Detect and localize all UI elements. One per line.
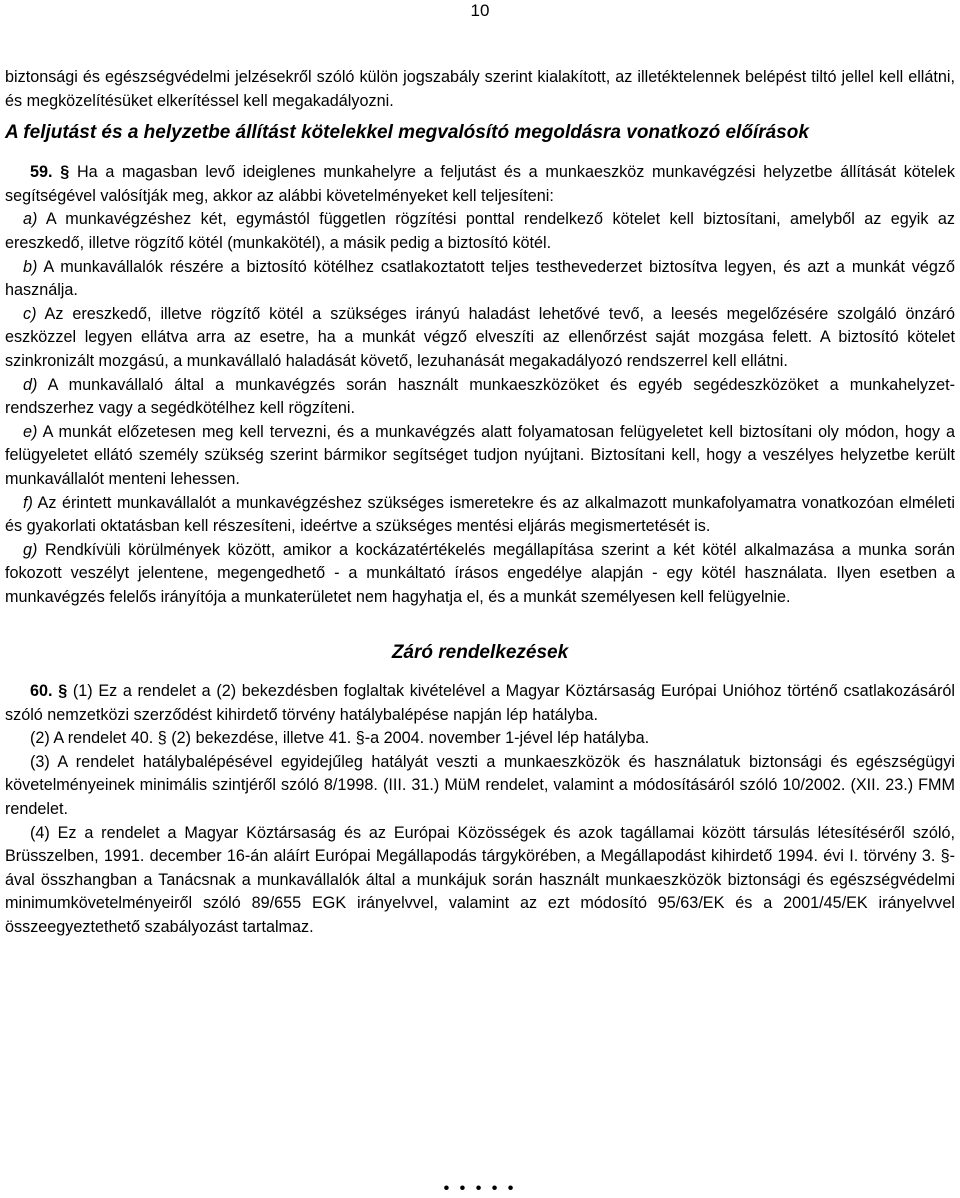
page-number: 10 [470, 1, 490, 20]
paragraph-60-sub-2: (2) A rendelet 40. § (2) bekezdése, illetve 41. §-a 2004. november 1-jével lép hatályba. [30, 729, 650, 748]
paragraph-59-text: Ha a magasban levő ideiglenes munkahelyre a feljutást és a munkaeszköz munkavégzési helyzetbe állítását kötelek segítségével valósítják meg, akkor az alábbi követelményeket kell teljesíteni: [5, 163, 955, 205]
paragraph-60-sub-3: (3) A rendelet hatálybalépésével egyidejűleg hatályát veszti a munkaeszközök és használatuk biztonsági és egészségügyi követelményeinek minimális szintjéről szóló 8/1998. (III. 31.) MüM rendelet, valamint a módosításáról szóló 10/2002. (XII. 23.) FMM rendelet. [5, 752, 955, 819]
item-c [5, 303, 955, 374]
item-f [5, 492, 955, 539]
section-sign: § [60, 163, 70, 182]
item-letter: a) [23, 210, 38, 229]
section-heading: A feljutást és a helyzetbe állítást kötelekkel megvalósító megoldásra vonatkozó előírások [5, 122, 809, 144]
item-text: A munkavállalók részére a biztosító kötélhez csatlakoztatott teljes testhevederzet biztosítva legyen, és azt a munkát végző használja. [5, 257, 955, 300]
document-body [5, 66, 955, 940]
item-letter: g) [23, 540, 38, 559]
paragraph-59-lead [5, 161, 955, 208]
item-e [5, 421, 955, 492]
paragraph-60-text: (1) Ez a rendelet a (2) bekezdésben foglaltak kivételével a Magyar Köztársaság Európai Unióhoz történő csatlakozásáról szóló nemzetközi szerződést kihirdető törvény hatálybalépése napján lép hatályba. [5, 682, 956, 724]
item-letter: e) [23, 422, 38, 441]
paragraph-60 [5, 680, 955, 940]
item-text: Rendkívüli körülmények között, amikor a kockázatértékelés megállapítása szerint a két kötél alkalmazása a munka során fokozott veszélyt jelentene, megengedhető - a munkáltató írásos engedélye alapján - egy kötél használata. Ilyen esetben a munkavégzés felelős irányítója a munkaterületet nem hagyhatja el, és a munkát személyesen kell felügyelnie. [5, 540, 955, 606]
section-sign: § [58, 682, 68, 701]
item-text: Az ereszkedő, illetve rögzítő kötél a szükséges irányú haladást lehetővé tevő, a leesés megelőzésére szolgáló önzáró eszközzel legyen ellátva arra az esetre, ha a munkát végző elveszíti az ellenőrzést saját mozgása felett. A biztosító kötelet szinkronizált mozgású, a munkavállaló haladását követő, lezuhanását megakadályozó rendszerrel kell ellátni. [5, 304, 956, 370]
item-d [5, 374, 955, 421]
section-title: Záró rendelkezések [391, 642, 569, 664]
item-g [5, 539, 955, 610]
item-letter: f) [23, 493, 33, 512]
paragraph-60-sub-1 [5, 680, 955, 727]
item-letter: b) [23, 257, 38, 276]
intro-paragraph: biztonsági és egészségvédelmi jelzésekről szóló külön jogszabály szerint kialakított, az illetéktelennek belépést tiltó jellel kell ellátni, és megközelítésüket elkerítéssel kell megakadályozni. [5, 68, 955, 110]
paragraph-59 [5, 161, 955, 609]
item-text: Az érintett munkavállalót a munkavégzéshez szükséges ismeretekre és az alkalmazott munkafolyamatra vonatkozóan elméleti és gyakorlati oktatásban kell részesíteni, ideértve a szükséges mentési eljárás megismertetését is. [5, 493, 955, 536]
item-letter: c) [23, 304, 37, 323]
footer-mark: • • • • • [443, 1180, 517, 1197]
item-text: A munkát előzetesen meg kell tervezni, és a munkavégzés alatt folyamatosan felügyeletet kell biztosítani oly módon, hogy a felügyeletet ellátó személy szükség szerint bármikor segítséget tudjon nyújtani. Biztosítani kell, hogy a veszélyes helyzetbe került munkavállalót menteni lehessen. [5, 422, 956, 488]
item-text: A munkavégzéshez két, egymástól független rögzítési ponttal rendelkező kötelet kell biztosítani, amelyből az egyik az ereszkedő, illetve rögzítő kötél (munkakötél), a másik pedig a biztosító kötél. [5, 210, 955, 252]
paragraph-60-sub-4: (4) Ez a rendelet a Magyar Köztársaság és az Európai Közösségek és azok tagállamai között társulás létesítéséről szóló, Brüsszelben, 1991. december 16-án aláírt Európai Megállapodás tárgykörében, a Megállapodást kihirdető 1994. évi I. törvény 3. §-ával összhangban a Tanácsnak a munkavállalók által a munkájuk során használt munkaeszközök biztonsági és egészségvédelmi minimumkövetelményeiről szóló 89/655 EGK irányelvvel, valamint az ezt módosító 95/63/EK és a 2001/45/EK irányelvvel összeegyeztethető szabályozást tartalmaz. [5, 823, 955, 936]
paragraph-59-number: 59. [30, 163, 53, 182]
paragraph-60-number: 60. [30, 682, 53, 701]
item-letter: d) [23, 375, 38, 394]
item-a [5, 208, 955, 255]
item-text: A munkavállaló által a munkavégzés során használt munkaeszközöket és egyéb segédeszközöket a munkahelyzet-rendszerhez vagy a segédkötélhez kell rögzíteni. [5, 375, 955, 418]
item-b [5, 256, 955, 303]
